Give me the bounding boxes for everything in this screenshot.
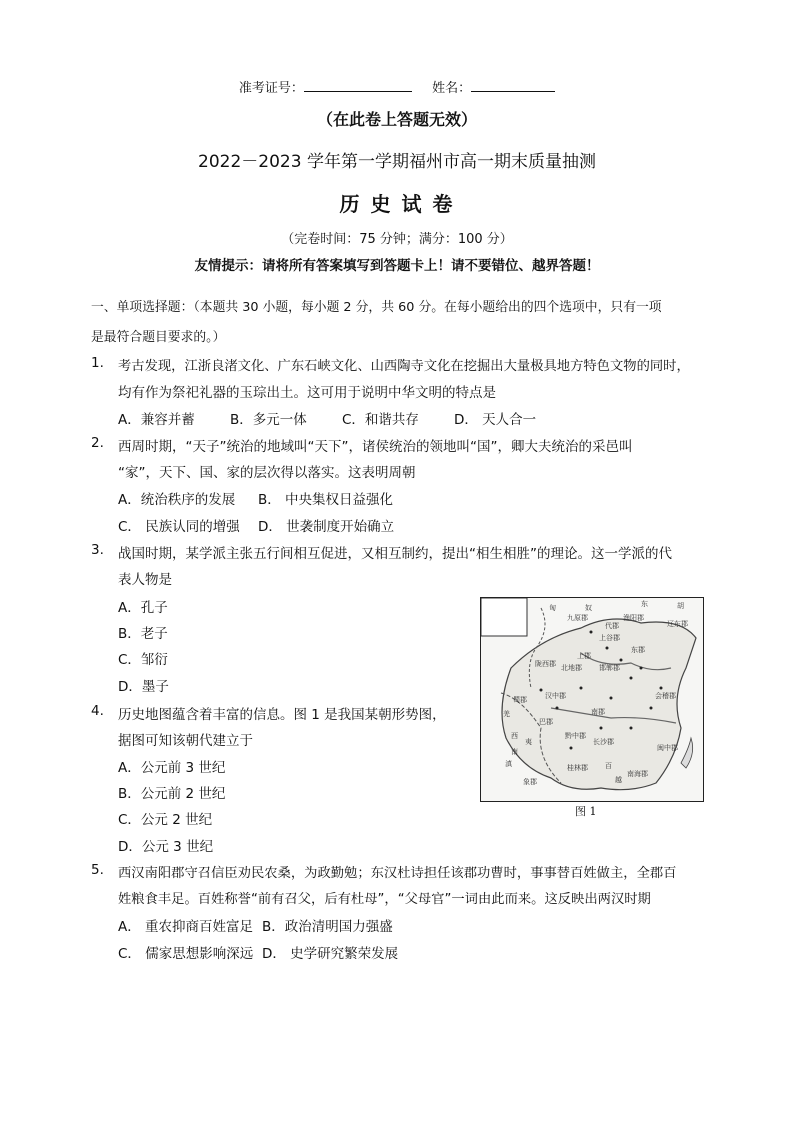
map-label: 巴郡 — [539, 718, 553, 726]
map-label: 南海郡 — [627, 770, 648, 778]
map-label: 汉中郡 — [545, 692, 566, 700]
map-label: 黔中郡 — [565, 732, 586, 740]
option-c[interactable]: C． 儒家思想影响深远 — [118, 946, 254, 962]
exam-id-blank — [304, 77, 412, 92]
option-d[interactable]: D．墨子 — [118, 679, 169, 695]
option-b[interactable]: B．多元一体 — [230, 412, 307, 428]
option-d[interactable]: D．公元 3 世纪 — [118, 839, 214, 855]
question-number: 5. — [91, 862, 104, 878]
exam-id-row — [0, 77, 794, 96]
map-label: 闽中郡 — [657, 744, 678, 752]
map-label: 象郡 — [523, 778, 537, 786]
map-label: 夷 — [525, 738, 532, 746]
option-d[interactable]: D． 天人合一 — [454, 412, 537, 428]
question-text: 考古发现，江浙良渚文化、广东石峡文化、山西陶寺文化在挖掘出大量极具地方特色文物的同时， — [118, 359, 690, 374]
option-a[interactable]: A． 重农抑商百姓富足 — [118, 919, 254, 935]
map-label: 长沙郡 — [593, 738, 614, 746]
map-label: 代郡 — [605, 622, 619, 630]
question-text: 西汉南阳郡守召信臣劝民农桑，为政勤勉；东汉杜诗担任该郡功曹时，事事替百姓做主，全郡百 — [118, 866, 677, 881]
question-text: 战国时期，某学派主张五行间相互促进，又相互制约，提出“相生相胜”的理论。这一学派的代 — [118, 546, 672, 562]
duration: （完卷时间：75 分钟；满分：100 分） — [281, 232, 513, 247]
map-label: 西 — [511, 732, 518, 740]
exam-title: 2022－2023 学年第一学期福州市高一期末质量抽测 — [198, 152, 596, 172]
section-intro: 一、单项选择题：（本题共 30 小题，每小题 2 分，共 60 分。在每小题给出的四个选项中，只有一项 — [91, 300, 662, 315]
option-d[interactable]: D． 世袭制度开始确立 — [258, 519, 395, 535]
name-label: 姓名： — [432, 81, 472, 96]
question-text: 表人物是 — [118, 572, 172, 588]
map-label: 陇西郡 — [535, 660, 556, 668]
option-b[interactable]: B．老子 — [118, 626, 168, 642]
figure-caption: 图 1 — [575, 805, 597, 818]
map-label: 蜀郡 — [513, 696, 527, 704]
map-label: 东 — [641, 600, 648, 608]
map-label: 胡 — [677, 602, 684, 610]
map-label: 越 — [615, 776, 622, 784]
map-label: 奴 — [585, 604, 592, 612]
map-label: 辽东郡 — [667, 620, 688, 628]
option-c[interactable]: C．邹衍 — [118, 652, 168, 668]
option-c[interactable]: C．和谐共存 — [342, 412, 419, 428]
option-c[interactable]: C．公元 2 世纪 — [118, 812, 213, 828]
question-number: 2. — [91, 435, 104, 451]
map-label: 南郡 — [591, 708, 605, 716]
option-a[interactable]: A．统治秩序的发展 — [118, 492, 236, 508]
map-label: 渔阳郡 — [623, 614, 644, 622]
map-label: 九原郡 — [567, 614, 588, 622]
option-b[interactable]: B． 中央集权日益强化 — [258, 492, 394, 508]
question-text: “家”，天下、国、家的层次得以落实。这表明周朝 — [118, 465, 416, 481]
option-a[interactable]: A．孔子 — [118, 600, 168, 616]
question-text: 据图可知该朝代建立于 — [118, 733, 253, 749]
map-drawing — [481, 598, 703, 801]
map-label: 百 — [605, 762, 612, 770]
subject-title: 历 史 试 卷 — [339, 192, 455, 216]
question-text: 西周时期，“天子”统治的地域叫“天下”，诸侯统治的领地叫“国”，卿大夫统治的采邑叫 — [118, 439, 633, 455]
question-number: 3. — [91, 542, 104, 558]
map-label: 北地郡 — [561, 664, 582, 672]
question-text: 均有作为祭祀礼器的玉琮出土。这可用于说明中华文明的特点是 — [118, 385, 496, 401]
question-number: 1. — [91, 355, 104, 371]
map-label: 邯郸郡 — [599, 664, 620, 672]
option-b[interactable]: B．政治清明国力强盛 — [262, 919, 393, 935]
question-text: 历史地图蕴含着丰富的信息。图 1 是我国某朝形势图， — [118, 707, 446, 723]
option-a[interactable]: A．公元前 3 世纪 — [118, 760, 226, 776]
option-a[interactable]: A．兼容并蓄 — [118, 412, 195, 428]
map-label: 羌 — [503, 710, 510, 718]
option-c[interactable]: C． 民族认同的增强 — [118, 519, 240, 535]
map-label: 匈 — [549, 604, 556, 612]
map-label: 东郡 — [631, 646, 645, 654]
section-intro-cont: 是最符合题目要求的。） — [91, 330, 226, 345]
figure-1-map — [480, 597, 704, 802]
map-label: 上谷郡 — [599, 634, 620, 642]
notice: （在此卷上答题无效） — [316, 110, 477, 129]
option-d[interactable]: D． 史学研究繁荣发展 — [262, 946, 399, 962]
exam-id-label: 准考证号： — [238, 81, 304, 96]
name-blank — [471, 77, 555, 92]
map-label: 会稽郡 — [655, 692, 676, 700]
map-label: 桂林郡 — [567, 764, 588, 772]
map-label: 南 — [511, 748, 518, 756]
option-b[interactable]: B．公元前 2 世纪 — [118, 786, 226, 802]
question-text: 姓粮食丰足。百姓称誉“前有召父，后有杜母”，“父母官”一词由此而来。这反映出两汉时期 — [118, 892, 651, 907]
question-number: 4. — [91, 703, 104, 719]
friendly-tip: 友情提示：请将所有答案填写到答题卡上！请不要错位、越界答题！ — [194, 258, 600, 274]
map-label: 上郡 — [577, 652, 591, 660]
map-label: 滇 — [505, 760, 512, 768]
